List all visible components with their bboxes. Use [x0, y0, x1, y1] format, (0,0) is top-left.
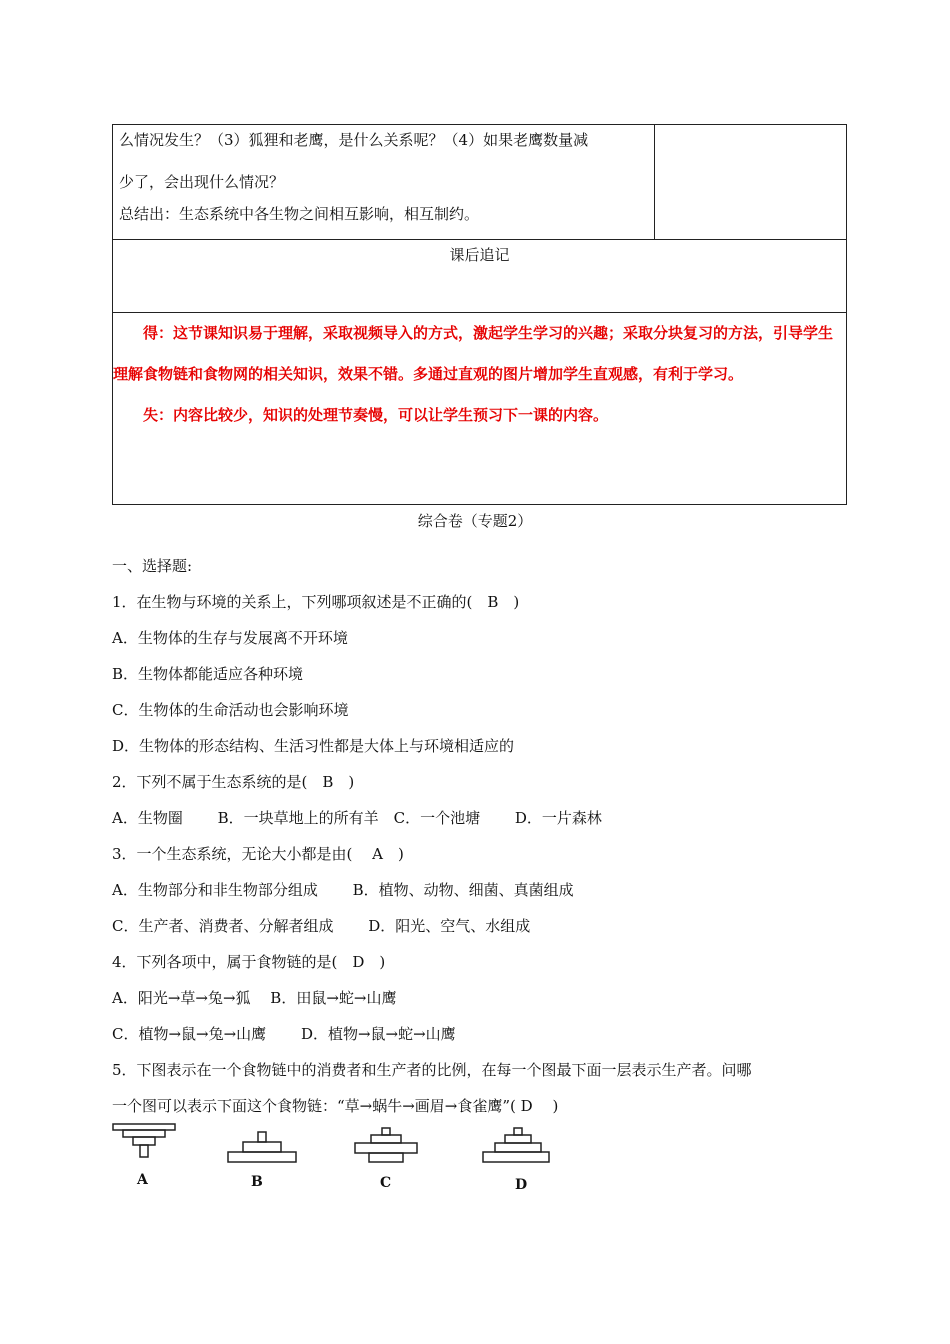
figure-label-a: A	[137, 1172, 148, 1188]
text-line: B．生物体都能适应各种环境	[112, 665, 304, 683]
section-title: 课后追记	[449, 246, 510, 264]
text-line: A．阳光→草→兔→狐 B．田鼠→蛇→山鹰	[112, 989, 397, 1007]
pyramid-a	[113, 1124, 175, 1157]
text-line: 3．一个生态系统，无论大小都是由( A )	[112, 845, 404, 863]
text-line: 5．下图表示在一个食物链中的消费者和生产者的比例，在每一个图最下面一层表示生产者。问哪	[112, 1061, 752, 1079]
text-line: 4．下列各项中，属于食物链的是( D )	[112, 953, 386, 971]
figure-label-b: B	[251, 1174, 263, 1190]
figure-label-d: D	[515, 1177, 528, 1193]
section-title-cell	[113, 240, 847, 313]
text-line: C．生产者、消费者、分解者组成 D．阳光、空气、水组成	[112, 917, 531, 935]
pyramid-diagram	[105, 1120, 565, 1195]
table-cell-content	[113, 125, 655, 240]
text-line: 么情况发生？（3）狐狸和老鹰，是什么关系呢？（4）如果老鹰数量减	[119, 131, 589, 149]
pyramid-figure	[105, 1120, 565, 1195]
lesson-table	[112, 124, 847, 505]
text-line: C．植物→鼠→兔→山鹰 D．植物→鼠→蛇→山鹰	[112, 1025, 456, 1043]
text-line: D．生物体的形态结构、生活习性都是大体上与环境相适应的	[112, 737, 515, 755]
reflection-gain: 得：这节课知识易于理解，采取视频导入的方式，激起学生学习的兴趣；采取分块复习的方法，引导学生理解食物链和食物网的相关知识，效果不错。多通过直观的图片增加学生直观感，有利于学习。	[113, 324, 834, 383]
figure-label-c: C	[380, 1175, 392, 1191]
text-line: 少了，会出现什么情况？	[119, 173, 285, 191]
document-title: 综合卷（专题2）	[417, 512, 533, 530]
pyramid-c	[355, 1128, 417, 1162]
table-row	[113, 125, 847, 240]
pyramid-b	[228, 1132, 296, 1162]
text-line: A．生物体的生存与发展离不开环境	[112, 629, 348, 647]
reflection-cell	[113, 313, 847, 505]
text-line: 一、选择题:	[112, 557, 193, 575]
summary-line: 总结出：生态系统中各生物之间相互影响，相互制约。	[119, 205, 480, 223]
pyramid-d	[483, 1128, 549, 1162]
text-line: 2．下列不属于生态系统的是( B )	[112, 773, 355, 791]
text-line: A．生物部分和非生物部分组成 B．植物、动物、细菌、真菌组成	[112, 881, 574, 899]
text-line: 一个图可以表示下面这个食物链：“草→蜗牛→画眉→食雀鹰”( D )	[112, 1097, 559, 1115]
text-line: 1．在生物与环境的关系上，下列哪项叙述是不正确的( B )	[112, 593, 520, 611]
text-line: A．生物圈 B．一块草地上的所有羊 C．一个池塘 D．一片森林	[112, 809, 602, 827]
table-cell-empty	[655, 125, 847, 240]
table-row	[113, 240, 847, 313]
reflection-loss: 失：内容比较少，知识的处理节奏慢，可以让学生预习下一课的内容。	[143, 406, 609, 424]
question-list	[112, 548, 842, 1124]
table-row	[113, 313, 847, 505]
text-line: C．生物体的生命活动也会影响环境	[112, 701, 349, 719]
